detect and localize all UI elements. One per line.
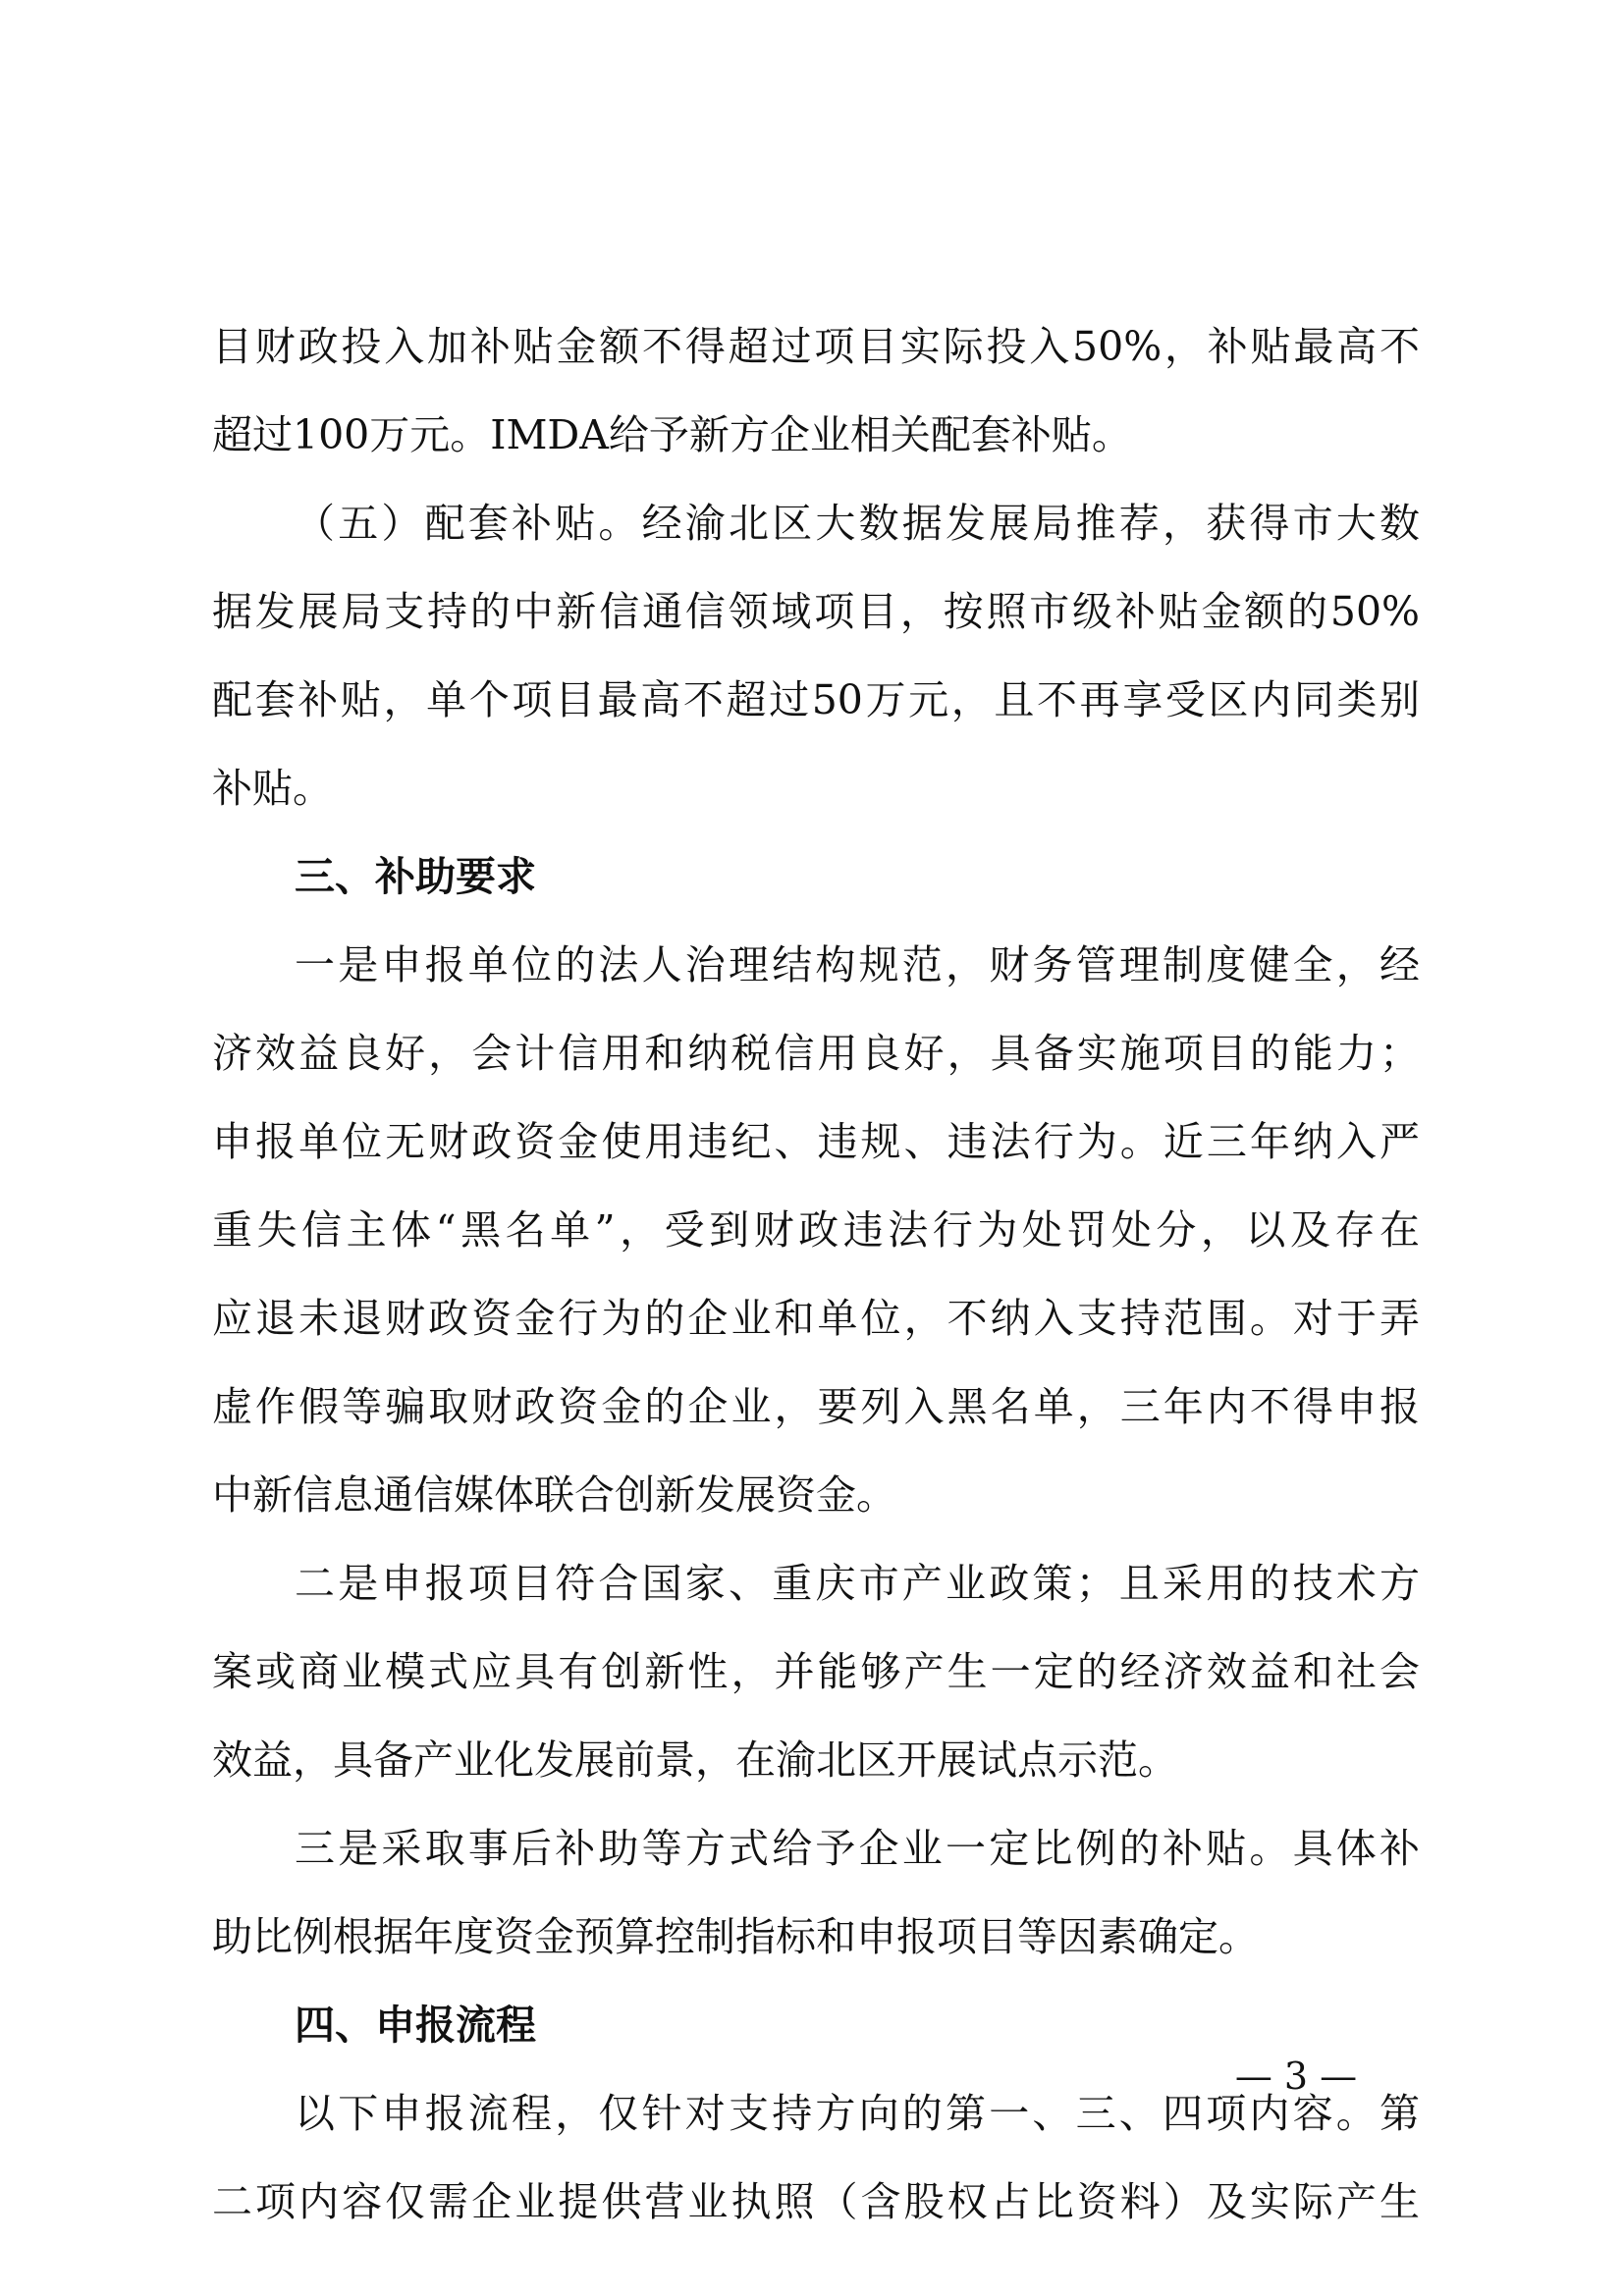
- text-line: 助比例根据年度资金预算控制指标和申报项目等因素确定。: [212, 1913, 1259, 1960]
- text-line: 以下申报流程，仅针对支持方向的第一、三、四项内容。第: [295, 2090, 1420, 2137]
- section-heading: 三、补助要求: [295, 853, 536, 900]
- text-line: 据发展局支持的中新信通信领域项目，按照市级补贴金额的50%: [212, 588, 1420, 635]
- text-line: 二项内容仅需企业提供营业执照（含股权占比资料）及实际产生: [212, 2178, 1420, 2225]
- text-line: 三是采取事后补助等方式给予企业一定比例的补贴。具体补: [295, 1825, 1420, 1872]
- text-line: 补贴。: [212, 765, 333, 812]
- text-line: 济效益良好，会计信用和纳税信用良好，具备实施项目的能力；: [212, 1030, 1420, 1077]
- section-heading: 四、申报流程: [295, 2002, 536, 2049]
- text-line: 应退未退财政资金行为的企业和单位，不纳入支持范围。对于弄: [212, 1295, 1420, 1342]
- text-line: 目财政投入加补贴金额不得超过项目实际投入50%，补贴最高不: [212, 323, 1420, 370]
- text-line: 一是申报单位的法人治理结构规范，财务管理制度健全，经: [295, 941, 1420, 988]
- text-line: 重失信主体“黑名单”，受到财政违法行为处罚处分，以及存在: [212, 1206, 1420, 1254]
- text-line: 虚作假等骗取财政资金的企业，要列入黑名单，三年内不得申报: [212, 1383, 1420, 1430]
- text-line: 超过100万元。IMDA给予新方企业相关配套补贴。: [212, 411, 1132, 458]
- body-text: [212, 302, 1420, 2246]
- text-line: 效益，具备产业化发展前景，在渝北区开展试点示范。: [212, 1736, 1178, 1784]
- text-line: 案或商业模式应具有创新性，并能够产生一定的经济效益和社会: [212, 1648, 1420, 1695]
- text-line: 中新信息通信媒体联合创新发展资金。: [212, 1471, 896, 1519]
- text-line: 申报单位无财政资金使用违纪、违规、违法行为。近三年纳入严: [212, 1118, 1420, 1165]
- text-line: 配套补贴，单个项目最高不超过50万元，且不再享受区内同类别: [212, 676, 1420, 723]
- page-number: — 3 —: [1234, 2055, 1358, 2098]
- text-line: 二是申报项目符合国家、重庆市产业政策；且采用的技术方: [295, 1560, 1420, 1607]
- text-line: （五）配套补贴。经渝北区大数据发展局推荐，获得市大数: [295, 500, 1420, 547]
